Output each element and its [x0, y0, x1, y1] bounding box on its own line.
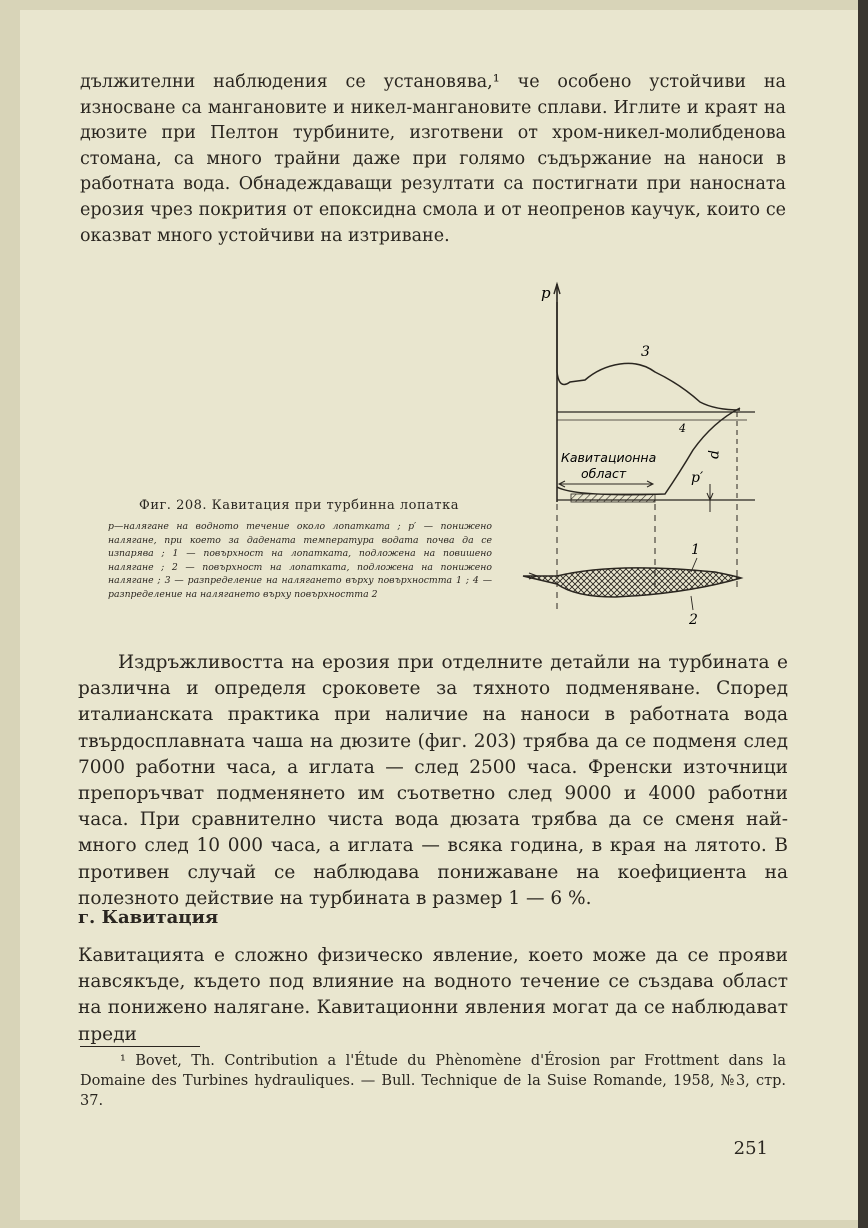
label-2: 2: [689, 612, 698, 628]
label-1: 1: [691, 542, 700, 558]
footnote: ¹ Bovet, Th. Contribution a l'Étude du Phènomène d'Érosion par Frottment dans la Domaine des Turbines hydrauliques. — Bull. Technique de la Suise Romande, 1958, №3, стр. 37.: [80, 1053, 786, 1109]
page-number: 251: [733, 1138, 768, 1159]
blade-section: [523, 568, 741, 597]
figure-208-diagram: [515, 272, 780, 632]
figure-caption: Фиг. 208. Кавитация при турбинна лопатка: [139, 498, 459, 513]
cavitation-diagram-svg: [515, 272, 780, 632]
cavitation-region-hatch: [571, 494, 655, 502]
label-p-prime: p′: [691, 470, 704, 486]
page-edge: [858, 0, 868, 1228]
book-page: [20, 10, 858, 1220]
label-region-line1: Кавитационна: [561, 450, 657, 465]
paragraph-cavitation: Кавитацията е сложно физическо явление, което може да се прояви навсякъде, където под влияние на водното течение се създава област на понижено налягане. Кавитационни явления могат да се наблюдават преди: [78, 945, 788, 1045]
label-3: 3: [641, 344, 650, 360]
figure-legend: p—налягане на водното течение около лопатката ; p′ — понижено налягане, при което за дадената температура водата почва да се изпарява ; 1 — повърхност на лопатката, подложена на повишено налягане ; 2 — повърхност на лопатката, подложена на понижено налягане ; 3 — разпределение на налягането върху повърхността 1 ; 4 — разпределение на налягането върху повърхността 2: [108, 521, 492, 600]
paragraph-durability: Издръжливостта на ерозия при отделните детайли на турбината е различна и определя сроковете за тяхното подменяване. Според италианската практика при наличие на наноси в работната вода твърдосплавната чаша на дюзите (фиг. 203) трябва да се подменя след 7000 работни часа, а иглата — след 2500 часа. Френски източници препоръчват подменянето им съответно след 9000 и 4000 работни часа. При сравнително чиста вода дюзата трябва да се сменя най-много след 10 000 часа, а иглата — всяка година, в края на лятото. В противен случай се наблюдава понижаване на коефициента на полезното действие на турбината в размер 1 — 6 %.: [78, 652, 788, 909]
label-region-line2: област: [581, 466, 627, 481]
svg-text:p: p: [707, 450, 723, 459]
footnote-rule: [80, 1046, 200, 1047]
paragraph-erosion-alloys: дължителни наблюдения се установява,¹ че особено устойчиви на износване са мангановите и никел-мангановите сплави. Иглите и краят на дюзите при Пелтон турбините, изготвени от хром-никел-молибденова стомана, са много трайни даже при голямо съдържание на наноси в работната вода. Обнадеждаващи резултати са постигнати при наносната ерозия чрез покрития от епоксидна смола и от неопренов каучук, които се оказват много устойчиви на изтриване.: [80, 72, 786, 246]
label-p: p: [541, 284, 551, 302]
section-heading-cavitation: г. Кавитация: [78, 907, 219, 928]
label-4: 4: [679, 422, 686, 435]
